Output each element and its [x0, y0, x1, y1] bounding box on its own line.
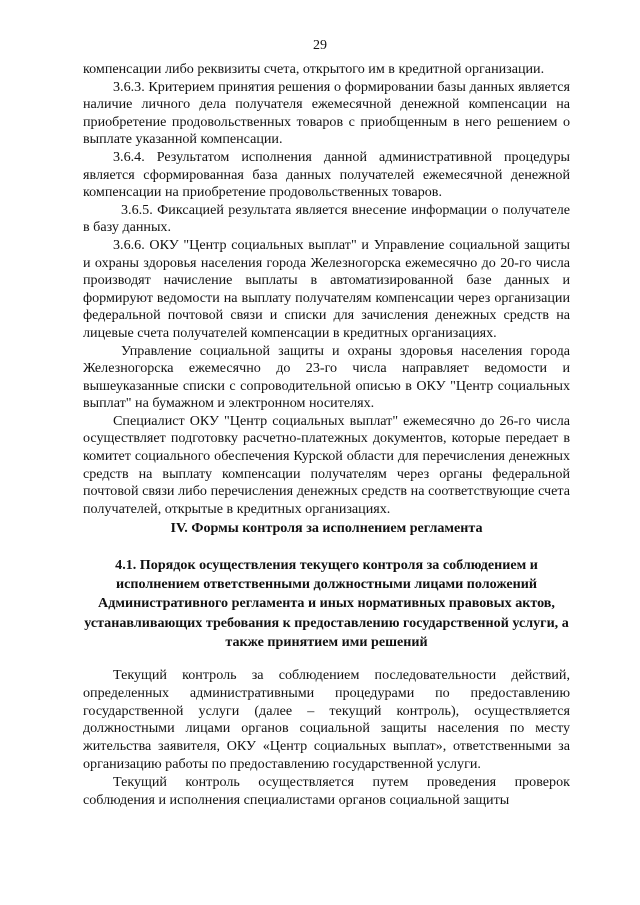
paragraph-current-control: Текущий контроль за соблюдением последовательности действий, определенных административными процедурами по предоставлению государственной услуги (далее – текущий контроль), осуществляется должностными лицами органов социальной защиты населения по месту жительства заявителя, ОКУ «Центр социальных выплат», ответственными за организацию работы по предоставлению государственной услуги.	[83, 667, 570, 773]
page-number: 29	[313, 38, 327, 53]
paragraph-3-6-3: 3.6.3. Критерием принятия решения о формировании базы данных является наличие личного дела получателя ежемесячной денежной компенсации на приобретение продовольственных товаров с приобщенным в него решением о выплате указанной компенсации.	[83, 78, 570, 148]
paragraph-3-6-6: 3.6.6. ОКУ "Центр социальных выплат" и Управление социальной защиты и охраны здоровья населения города Железногорска ежемесячно до 20-го числа производят начисление выплаты в автоматизированной базе данных и формируют ведомости на выплату получателям компенсации через организации федеральной почтовой связи и списки для зачисления денежных средств на лицевые счета получателей компенсации в кредитных организациях.	[83, 236, 570, 341]
paragraph-inspections: Текущий контроль осуществляется путем проведения проверок соблюдения и исполнения специалистами органов социальной защиты	[83, 773, 570, 808]
paragraph-management: Управление социальной защиты и охраны здоровья населения города Железногорска ежемесячно до 23-го числа направляет ведомости и вышеуказанные списки с сопроводительной описью в ОКУ "Центр социальных выплат" на бумажном и электронном носителях.	[83, 342, 570, 412]
paragraph-specialist: Специалист ОКУ "Центр социальных выплат" ежемесячно до 26-го числа осуществляет подготовку расчетно-платежных документов, которые передает в комитет социального обеспечения Курской области для перечисления денежных средств на выплату компенсации получателям через органы федеральной почтовой связи либо перечисления денежных средств на соответствующие счета получателей, открытые в кредитных организациях.	[83, 412, 570, 517]
section-heading: IV. Формы контроля за исполнением регламента	[170, 520, 483, 537]
document-body	[83, 61, 570, 809]
paragraph-3-6-5: 3.6.5. Фиксацией результата является внесение информации о получателе в базу данных.	[83, 201, 570, 236]
paragraph-3-6-4: 3.6.4. Результатом исполнения данной административной процедуры является сформированная база данных получателей ежемесячной денежной компенсации на приобретение продовольственных товаров.	[83, 148, 570, 201]
paragraph: компенсации либо реквизиты счета, открытого им в кредитной организации.	[83, 61, 545, 77]
section-body	[83, 667, 570, 809]
subsection-heading: 4.1. Порядок осуществления текущего контроля за соблюдением и исполнением ответственными должностными лицами положений Административного регламента и иных нормативных правовых актов, устанавливающих требования к предоставлению государственной услуги, а также принятием ими решений	[84, 557, 569, 650]
